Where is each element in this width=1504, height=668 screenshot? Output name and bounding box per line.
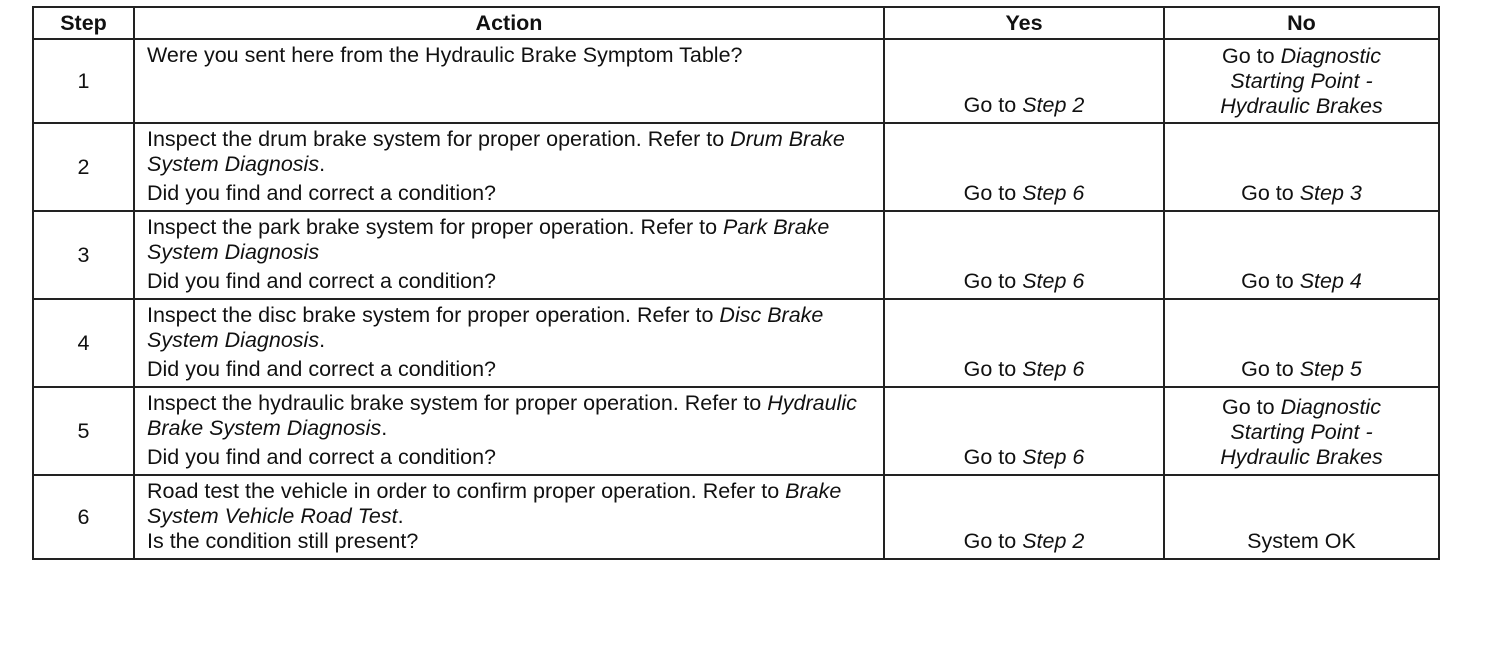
no-cell	[1164, 39, 1439, 123]
no-result: Go to Step 4	[1241, 269, 1362, 293]
action-question: Did you find and correct a condition?	[147, 357, 496, 381]
no-result: Go to Step 5	[1241, 357, 1362, 381]
no-cell	[1164, 299, 1439, 387]
diagnostic-table	[32, 6, 1440, 560]
table-row	[33, 123, 1439, 211]
yes-cell	[884, 39, 1164, 123]
no-result: Go to Diagnostic	[1222, 44, 1381, 68]
action-cell	[134, 475, 884, 559]
step-number: 2	[33, 123, 134, 211]
action-text: Inspect the hydraulic brake system for proper operation. Refer to Hydraulic Brake System Diagnosis.	[147, 391, 857, 440]
no-step-link[interactable]: Step 4	[1299, 269, 1362, 293]
no-ref-link[interactable]: Diagnostic	[1280, 395, 1381, 419]
yes-cell	[884, 299, 1164, 387]
no-ref-link-line3[interactable]: Hydraulic Brakes	[1220, 94, 1383, 118]
yes-result: Go to Step 2	[963, 529, 1085, 553]
yes-step-link[interactable]: Step 6	[1022, 181, 1085, 205]
action-cell	[134, 299, 884, 387]
table-row	[33, 387, 1439, 475]
no-cell	[1164, 211, 1439, 299]
header-action: Action	[134, 7, 884, 39]
action-cell	[134, 387, 884, 475]
yes-result: Go to Step 6	[963, 445, 1085, 469]
action-question: Is the condition still present?	[147, 529, 419, 553]
action-ref-link[interactable]: Park Brake System Diagnosis	[147, 215, 830, 264]
yes-cell	[884, 387, 1164, 475]
yes-cell	[884, 211, 1164, 299]
table-row	[33, 299, 1439, 387]
step-number: 1	[33, 39, 134, 123]
yes-step-link[interactable]: Step 2	[1022, 529, 1085, 553]
action-question: Did you find and correct a condition?	[147, 445, 496, 469]
header-no: No	[1164, 7, 1439, 39]
no-ref-link[interactable]: Diagnostic	[1280, 44, 1381, 68]
step-number: 5	[33, 387, 134, 475]
action-text: Inspect the park brake system for proper operation. Refer to Park Brake System Diagnosis	[147, 215, 830, 264]
action-ref-link[interactable]: Disc Brake System Diagnosis	[147, 303, 824, 352]
action-cell	[134, 211, 884, 299]
action-ref-link[interactable]: Hydraulic Brake System Diagnosis	[147, 391, 857, 440]
no-step-link[interactable]: Step 5	[1299, 357, 1362, 381]
no-cell	[1164, 387, 1439, 475]
action-text: Inspect the disc brake system for proper operation. Refer to Disc Brake System Diagnosis.	[147, 303, 824, 352]
step-number: 6	[33, 475, 134, 559]
yes-result: Go to Step 6	[963, 357, 1085, 381]
action-ref-link[interactable]: Drum Brake System Diagnosis	[147, 127, 845, 176]
action-text: Inspect the drum brake system for proper operation. Refer to Drum Brake System Diagnosis.	[147, 127, 845, 176]
action-text: Road test the vehicle in order to confirm proper operation. Refer to Brake System Vehicle Road Test.	[147, 479, 842, 528]
step-number: 3	[33, 211, 134, 299]
action-cell	[134, 39, 884, 123]
action-question: Did you find and correct a condition?	[147, 181, 496, 205]
diagnostic-table-container	[32, 6, 1438, 560]
no-step-link[interactable]: Step 3	[1299, 181, 1362, 205]
yes-step-link[interactable]: Step 6	[1022, 269, 1085, 293]
no-result: Go to Step 3	[1241, 181, 1362, 205]
yes-result: Go to Step 6	[963, 181, 1085, 205]
yes-result: Go to Step 6	[963, 269, 1085, 293]
yes-cell	[884, 475, 1164, 559]
yes-result: Go to Step 2	[963, 93, 1085, 117]
no-cell	[1164, 123, 1439, 211]
action-cell	[134, 123, 884, 211]
action-text: Were you sent here from the Hydraulic Brake Symptom Table?	[147, 43, 743, 67]
header-row	[33, 7, 1439, 39]
no-result: Go to Diagnostic	[1222, 395, 1381, 419]
table-row	[33, 475, 1439, 559]
yes-cell	[884, 123, 1164, 211]
table-row	[33, 39, 1439, 123]
no-ref-link-line3[interactable]: Hydraulic Brakes	[1220, 445, 1383, 469]
header-step: Step	[33, 7, 134, 39]
action-ref-link[interactable]: Brake System Vehicle Road Test	[147, 479, 842, 528]
yes-step-link[interactable]: Step 6	[1022, 357, 1085, 381]
header-yes: Yes	[884, 7, 1164, 39]
table-row	[33, 211, 1439, 299]
no-ref-link-line2[interactable]: Starting Point -	[1230, 69, 1373, 93]
no-ref-link-line2[interactable]: Starting Point -	[1230, 420, 1373, 444]
step-number: 4	[33, 299, 134, 387]
action-question: Did you find and correct a condition?	[147, 269, 496, 293]
no-cell	[1164, 475, 1439, 559]
no-result: System OK	[1247, 529, 1356, 553]
yes-step-link[interactable]: Step 2	[1022, 93, 1085, 117]
yes-step-link[interactable]: Step 6	[1022, 445, 1085, 469]
